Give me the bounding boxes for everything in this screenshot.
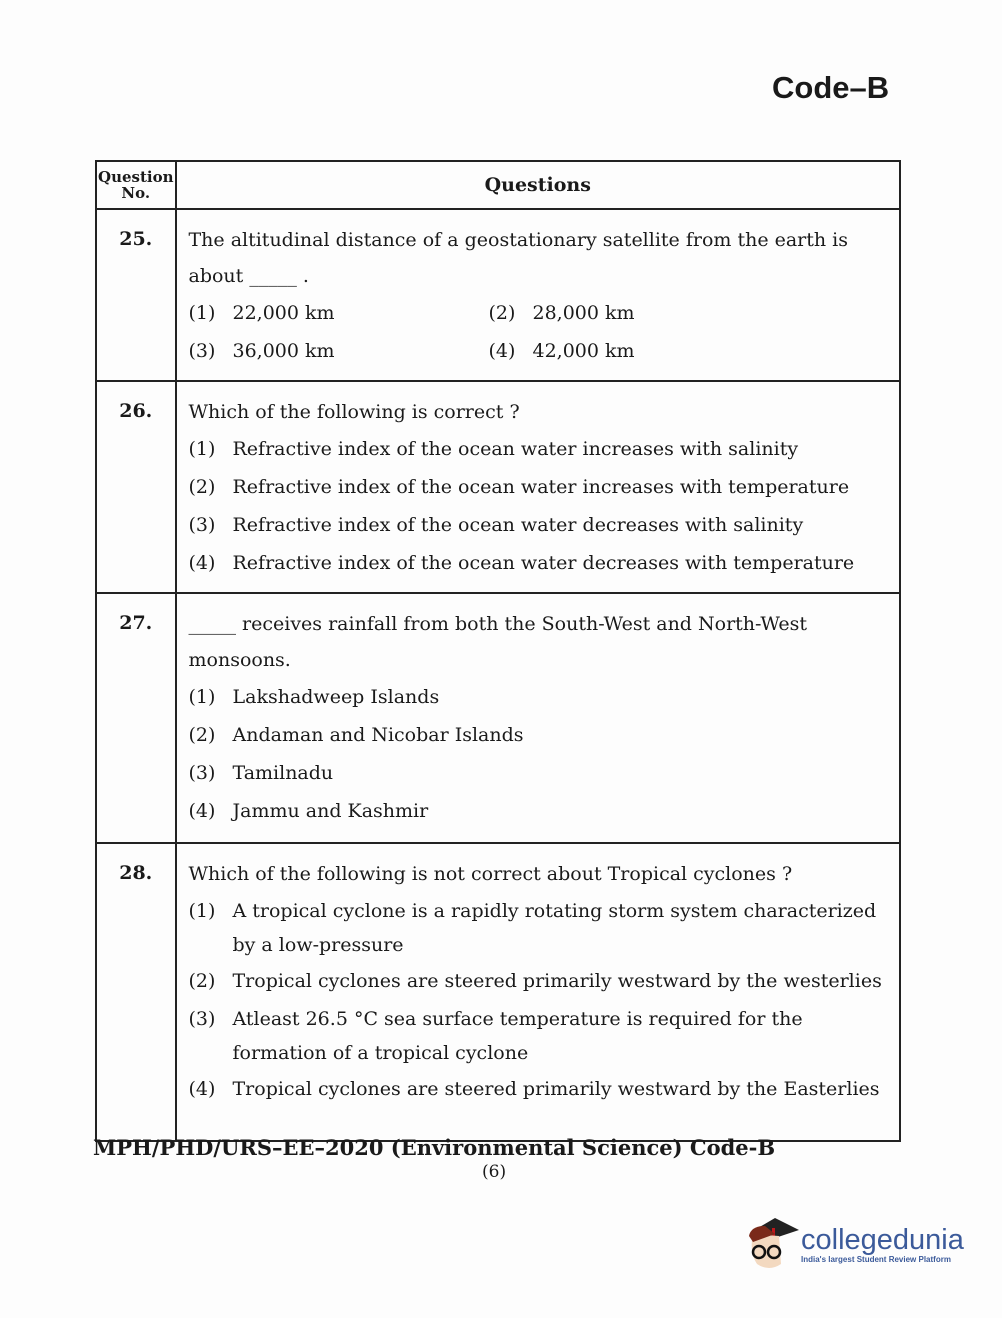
question-stem: Which of the following is not correct about Tropical cyclones ? <box>188 863 793 885</box>
question-row <box>96 381 900 593</box>
option: (1) 22,000 km <box>188 302 335 324</box>
option: (1) Refractive index of the ocean water increases with salinity <box>188 438 799 460</box>
question-row <box>96 209 900 381</box>
option: (2) 28,000 km <box>488 302 635 324</box>
option: (2) Andaman and Nicobar Islands <box>188 724 524 746</box>
option: (3) Tamilnadu <box>188 762 334 784</box>
option: (2) Tropical cyclones are steered primarily westward by the westerlies <box>188 970 882 992</box>
question-number: 27. <box>96 593 176 843</box>
question-number: 25. <box>96 209 176 381</box>
brand-name: collegedunia <box>801 1223 964 1256</box>
option: (4) Jammu and Kashmir <box>188 800 429 822</box>
question-number: 28. <box>96 843 176 1141</box>
questions-table <box>95 160 901 1142</box>
option: (1) Lakshadweep Islands <box>188 686 440 708</box>
option: (3) 36,000 km <box>188 340 335 362</box>
question-stem: Which of the following is correct ? <box>188 401 520 423</box>
option: (4) 42,000 km <box>488 340 635 362</box>
question-stem: The altitudinal distance of a geostationary satellite from the earth is about _____ . <box>188 229 848 287</box>
option: (1) A tropical cyclone is a rapidly rotating storm system characterized by a low-pressure <box>188 900 877 956</box>
paper-code: Code–B <box>772 70 890 105</box>
mascot-icon <box>745 1212 801 1276</box>
question-row <box>96 593 900 843</box>
paper-footer: MPH/PHD/URS–EE–2020 (Environmental Science) Code-B <box>93 1135 776 1160</box>
header-question-no: Question No. <box>96 161 176 209</box>
brand-tagline: India's largest Student Review Platform <box>801 1254 951 1264</box>
question-number: 26. <box>96 381 176 593</box>
option: (4) Tropical cyclones are steered primarily westward by the Easterlies <box>188 1078 880 1100</box>
option: (4) Refractive index of the ocean water decreases with temperature <box>188 552 855 574</box>
option: (2) Refractive index of the ocean water increases with temperature <box>188 476 850 498</box>
option: (3) Atleast 26.5 °C sea surface temperature is required for the formation of a tropical cyclone <box>188 1008 803 1064</box>
collegedunia-watermark <box>745 1212 964 1276</box>
question-stem: _____ receives rainfall from both the South-West and North-West monsoons. <box>188 613 808 671</box>
header-questions: Questions <box>176 161 901 209</box>
question-row <box>96 843 900 1141</box>
option: (3) Refractive index of the ocean water decreases with salinity <box>188 514 804 536</box>
page-number: (6) <box>482 1162 507 1182</box>
